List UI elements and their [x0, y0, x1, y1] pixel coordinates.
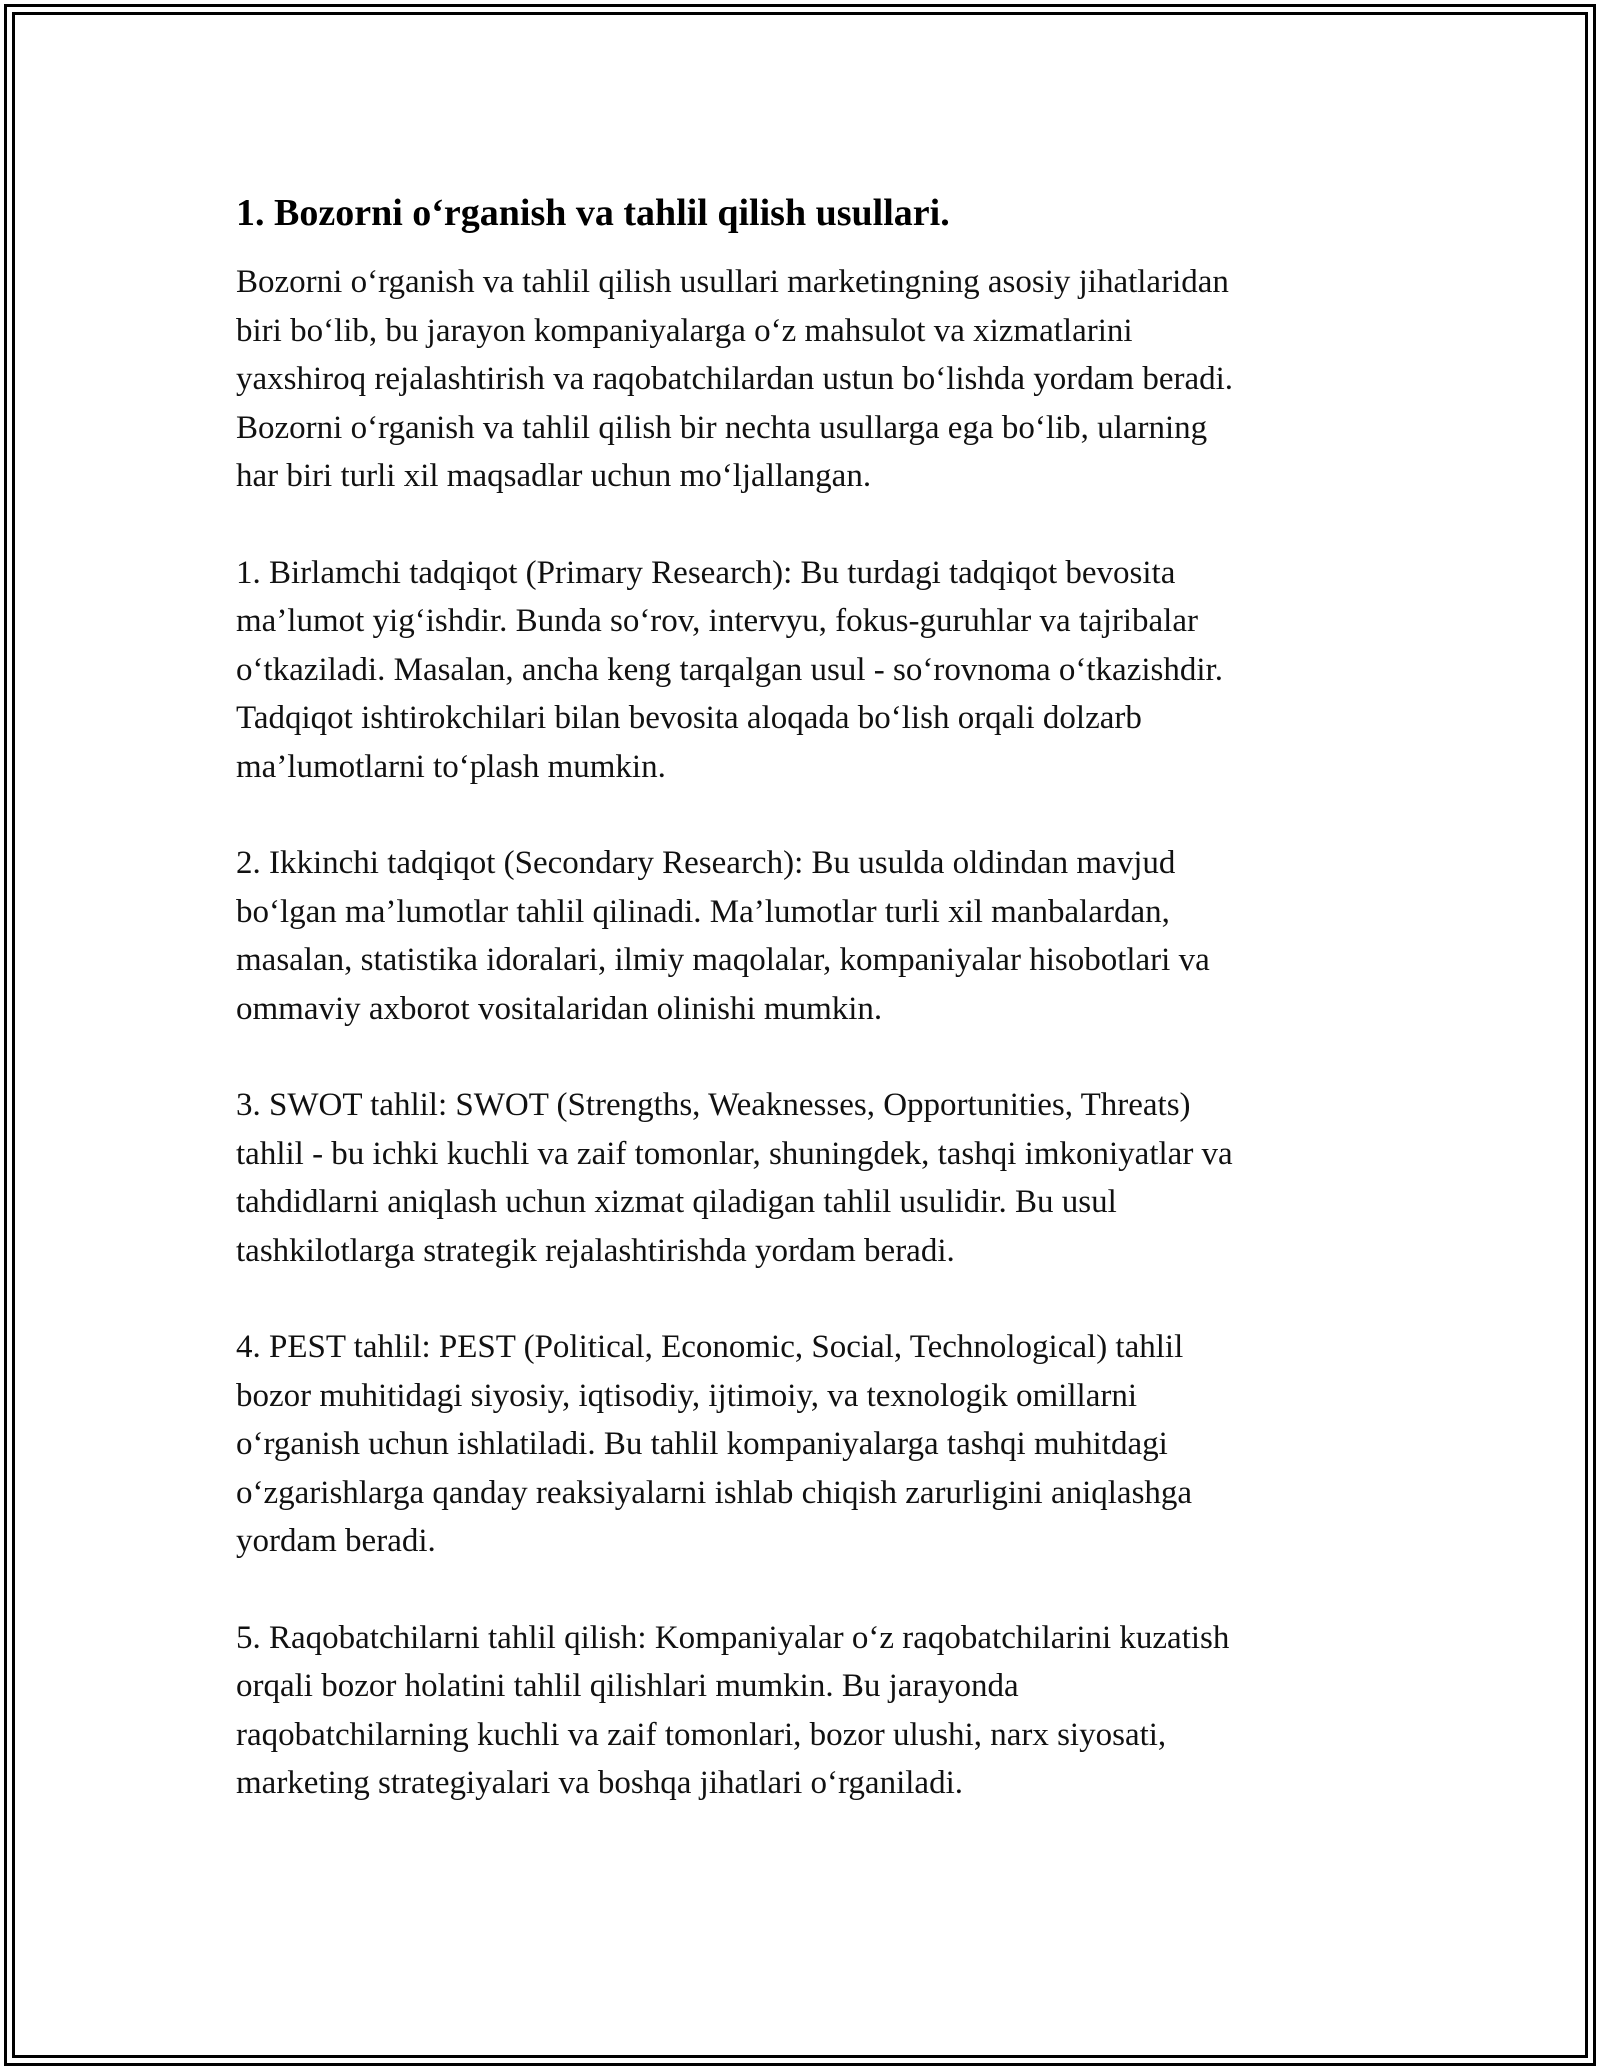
competitor-analysis-paragraph: 5. Raqobatchilarni tahlil qilish: Kompaniyalar o‘z raqobatchilarini kuzatish orqali bozor holatini tahlil qilishlari mumkin. Bu jarayonda raqobatchilarning kuchli va zaif tomonlari, bozor ulushi, narx siyosati, marketing strategiyalari va boshqa jihatlari o‘rganiladi. — [236, 1619, 1230, 1801]
document-title: 1. Bozorni o‘rganish va tahlil qilish usullari. — [236, 192, 950, 234]
secondary-research-paragraph: 2. Ikkinchi tadqiqot (Secondary Research): Bu usulda oldindan mavjud bo‘lgan ma’lumotlar tahlil qilinadi. Ma’lumotlar turli xil manbalardan, masalan, statistika idoralari, ilmiy maqolalar, kompaniyalar hisobotlari va ommaviy axborot vositalaridan olinishi mumkin. — [236, 845, 1210, 1027]
primary-research-paragraph: 1. Birlamchi tadqiqot (Primary Research): Bu turdagi tadqiqot bevosita ma’lumot yig‘ishdir. Bunda so‘rov, intervyu, fokus-guruhlar va tajribalar o‘tkaziladi. Masalan, ancha keng tarqalgan usul - so‘rovnoma o‘tkazishdir. Tadqiqot ishtirokchilari bilan bevosita aloqada bo‘lish orqali dolzarb ma’lumotlarni to‘plash mumkin. — [236, 554, 1223, 785]
pest-paragraph: 4. PEST tahlil: PEST (Political, Economic, Social, Technological) tahlil bozor muhitidagi siyosiy, iqtisodiy, ijtimoiy, va texnologik omillarni o‘rganish uchun ishlatiladi. Bu tahlil kompaniyalarga tashqi muhitdagi o‘zgarishlarga qanday reaksiyalarni ishlab chiqish zarurligini aniqlashga yordam beradi. — [236, 1329, 1193, 1559]
document-body — [236, 188, 1366, 1856]
swot-paragraph: 3. SWOT tahlil: SWOT (Strengths, Weaknesses, Opportunities, Threats) tahlil - bu ichki kuchli va zaif tomonlar, shuningdek, tashqi imkoniyatlar va tahdidlarni aniqlash uchun xizmat qiladigan tahlil usulidir. Bu usul tashkilotlarga strategik rejalashtirishda yordam beradi. — [236, 1087, 1233, 1269]
intro-paragraph: Bozorni o‘rganish va tahlil qilish usullari marketingning asosiy jihatlaridan biri bo‘lib, bu jarayon kompaniyalarga o‘z mahsulot va xizmatlarini yaxshiroq rejalashtirish va raqobatchilardan ustun bo‘lishda yordam beradi. Bozorni o‘rganish va tahlil qilish bir nechta usullarga ega bo‘lib, ularning har biri turli xil maqsadlar uchun mo‘ljallangan. — [236, 264, 1234, 494]
